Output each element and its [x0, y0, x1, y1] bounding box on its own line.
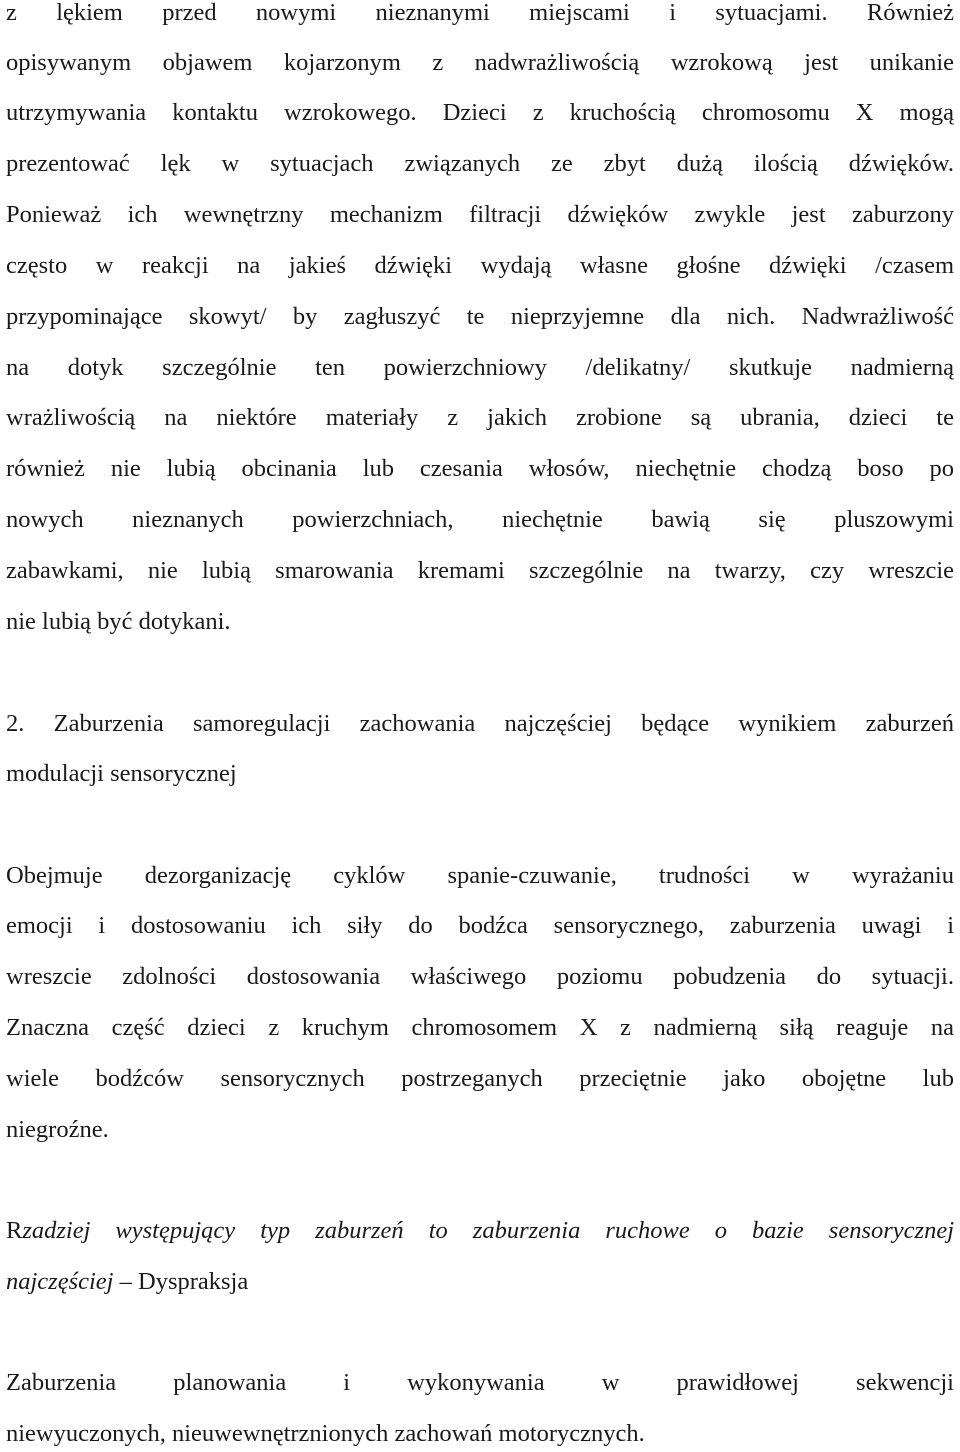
text-line: często w reakcji na jakieś dźwięki wydają własne głośne dźwięki /czasem: [6, 252, 954, 279]
text-line: [6, 1214, 954, 1248]
text-line: wreszcie zdolności dostosowania właściwego poziomu pobudzenia do sytuacji.: [6, 963, 954, 990]
text-line: [6, 1265, 954, 1299]
first-letter: R: [6, 1217, 23, 1244]
term-dyspraxia: Dyspraksja: [138, 1268, 249, 1295]
text-line: nie lubią być dotykani.: [6, 608, 231, 635]
heading-line: modulacji sensorycznej: [6, 760, 237, 787]
heading-line: 2. Zaburzenia samoregulacji zachowania najczęściej będące wynikiem zaburzeń: [6, 710, 954, 737]
text-line: Ponieważ ich wewnętrzny mechanizm filtracji dźwięków zwykle jest zaburzony: [6, 201, 954, 228]
text-line: nowych nieznanych powierzchniach, niechętnie bawią się pluszowymi: [6, 506, 954, 533]
text-line: przypominające skowyt/ by zagłuszyć te nieprzyjemne dla nich. Nadwrażliwość: [6, 303, 954, 330]
text-line: wiele bodźców sensorycznych postrzeganych przeciętnie jako obojętne lub: [6, 1065, 954, 1092]
text-line: niegroźne.: [6, 1116, 109, 1143]
italic-text: zadziej występujący typ zaburzeń to zaburzenia ruchowe o bazie sensorycznej: [22, 1217, 954, 1244]
text-line: na dotyk szczególnie ten powierzchniowy /delikatny/ skutkuje nadmierną: [6, 354, 954, 381]
text-line: emocji i dostosowaniu ich siły do bodźca sensorycznego, zaburzenia uwagi i: [6, 912, 954, 939]
text-line: Znaczna część dzieci z kruchym chromosomem X z nadmierną siłą reaguje na: [6, 1014, 954, 1041]
italic-text: najczęściej –: [6, 1268, 138, 1295]
text-line: Obejmuje dezorganizację cyklów spanie-czuwanie, trudności w wyrażaniu: [6, 862, 954, 889]
text-line: niewyuczonych, nieuwewnętrznionych zachowań motorycznych.: [6, 1420, 645, 1447]
text-line: zabawkami, nie lubią smarowania kremami szczególnie na twarzy, czy wreszcie: [6, 557, 954, 584]
text-line: wrażliwością na niektóre materiały z jakich zrobione są ubrania, dzieci te: [6, 404, 954, 431]
text-line: opisywanym objawem kojarzonym z nadwrażliwością wzrokową jest unikanie: [6, 49, 954, 76]
text-line: również nie lubią obcinania lub czesania włosów, niechętnie chodzą boso po: [6, 455, 954, 482]
text-line: z lękiem przed nowymi nieznanymi miejscami i sytuacjami. Również: [6, 0, 954, 26]
text-line: prezentować lęk w sytuacjach związanych ze zbyt dużą ilością dźwięków.: [6, 150, 954, 177]
text-line: utrzymywania kontaktu wzrokowego. Dzieci z kruchością chromosomu X mogą: [6, 99, 954, 126]
text-line: Zaburzenia planowania i wykonywania w prawidłowej sekwencji: [6, 1369, 954, 1396]
